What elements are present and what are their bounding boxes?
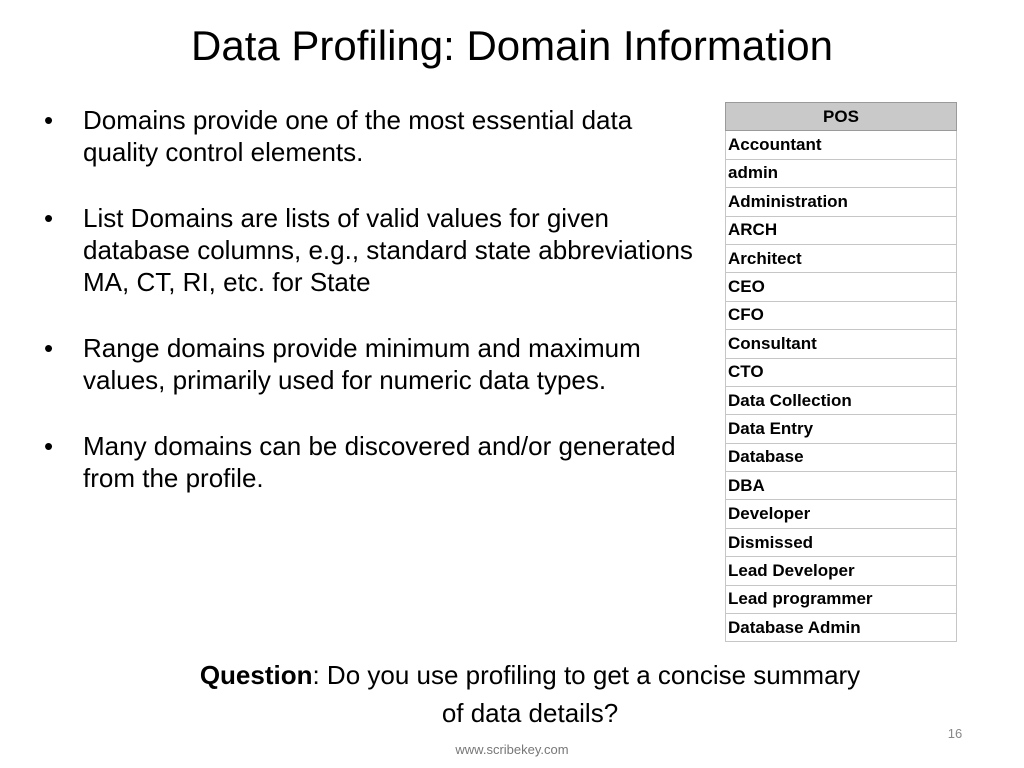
footer-url: www.scribekey.com bbox=[455, 742, 569, 757]
table-cell: CEO bbox=[726, 273, 957, 301]
table-header-row bbox=[726, 103, 957, 131]
table-cell: Consultant bbox=[726, 330, 957, 358]
bullet-text: Range domains provide minimum and maximum values, primarily used for numeric data types. bbox=[83, 333, 641, 395]
slide-title: Data Profiling: Domain Information bbox=[191, 22, 833, 69]
bullet-marker: • bbox=[44, 203, 54, 233]
table-row bbox=[726, 216, 957, 244]
table-row bbox=[726, 358, 957, 386]
table-row bbox=[726, 301, 957, 329]
table-cell: Administration bbox=[726, 188, 957, 216]
bullet-item bbox=[44, 202, 694, 298]
table-cell: Developer bbox=[726, 500, 957, 528]
question-body: : Do you use profiling to get a concise summary of data details? bbox=[312, 660, 861, 728]
table-cell: CTO bbox=[726, 358, 957, 386]
table-cell: Accountant bbox=[726, 131, 957, 159]
table-cell: Lead programmer bbox=[726, 585, 957, 613]
table-cell: CFO bbox=[726, 301, 957, 329]
table-row bbox=[726, 244, 957, 272]
table-row bbox=[726, 528, 957, 556]
table-cell: Lead Developer bbox=[726, 557, 957, 585]
table-row bbox=[726, 557, 957, 585]
bullet-item bbox=[44, 332, 694, 396]
table-row bbox=[726, 472, 957, 500]
bullet-item bbox=[44, 430, 694, 494]
table-row bbox=[726, 188, 957, 216]
bullet-marker: • bbox=[44, 333, 54, 363]
table-cell: DBA bbox=[726, 472, 957, 500]
table-row bbox=[726, 159, 957, 187]
bullet-text: Domains provide one of the most essential data quality control elements. bbox=[83, 105, 633, 167]
table-header-pos: POS bbox=[726, 103, 957, 131]
table-row bbox=[726, 273, 957, 301]
table-row bbox=[726, 330, 957, 358]
bullet-list bbox=[44, 104, 694, 528]
table-cell: admin bbox=[726, 159, 957, 187]
table-cell: Dismissed bbox=[726, 528, 957, 556]
table-row bbox=[726, 131, 957, 159]
table-row bbox=[726, 500, 957, 528]
table-row bbox=[726, 614, 957, 642]
bullet-text: List Domains are lists of valid values for given database columns, e.g., standard state abbreviations MA, CT, RI, etc. for State bbox=[83, 203, 693, 297]
bullet-marker: • bbox=[44, 431, 54, 461]
bullet-text: Many domains can be discovered and/or generated from the profile. bbox=[83, 431, 676, 493]
question-text bbox=[190, 656, 870, 732]
table-cell: Architect bbox=[726, 244, 957, 272]
table-cell: Database Admin bbox=[726, 614, 957, 642]
table-row bbox=[726, 386, 957, 414]
bullet-item bbox=[44, 104, 694, 168]
bullet-marker: • bbox=[44, 105, 54, 135]
table-row bbox=[726, 415, 957, 443]
table-row bbox=[726, 585, 957, 613]
table-cell: ARCH bbox=[726, 216, 957, 244]
page-number: 16 bbox=[947, 726, 963, 741]
table-cell: Data Collection bbox=[726, 386, 957, 414]
table-cell: Data Entry bbox=[726, 415, 957, 443]
question-label: Question bbox=[199, 660, 313, 690]
table-row bbox=[726, 443, 957, 471]
pos-domain-table bbox=[725, 102, 957, 642]
table-cell: Database bbox=[726, 443, 957, 471]
